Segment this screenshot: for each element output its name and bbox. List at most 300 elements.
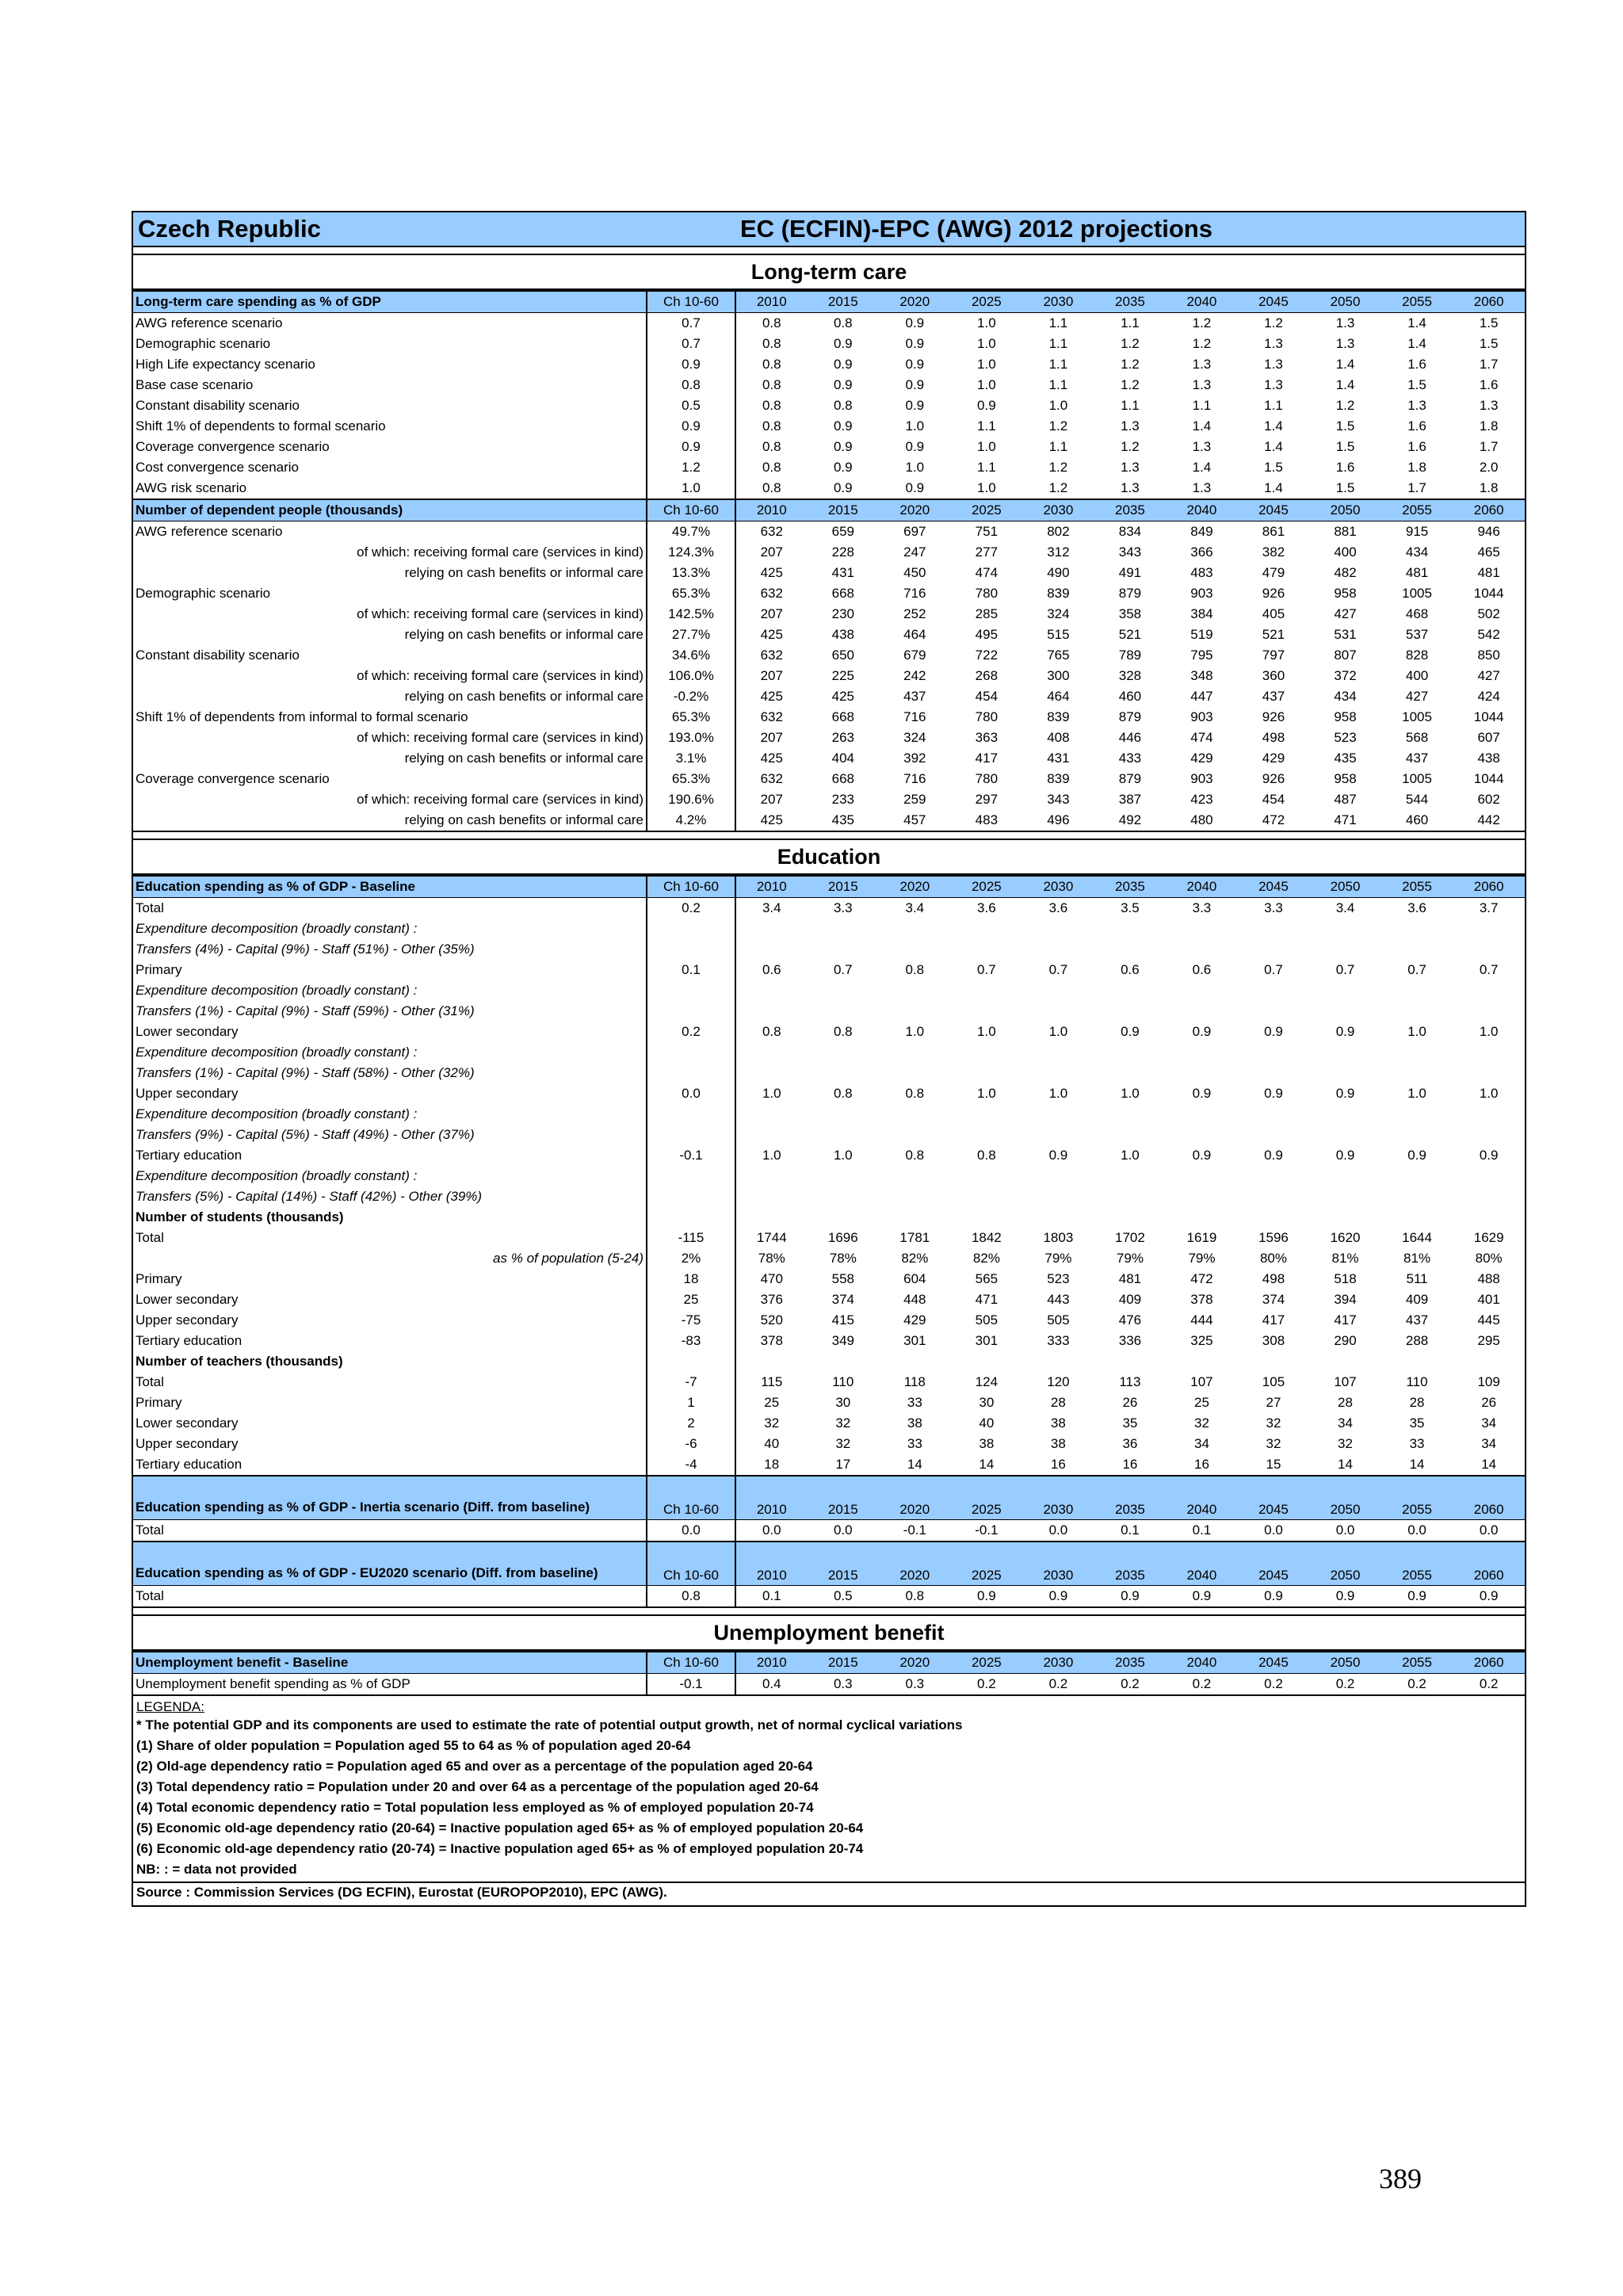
- header-year: 2020: [879, 876, 951, 898]
- row-value: 523: [1334, 730, 1357, 745]
- header-year: 2055: [1381, 291, 1453, 313]
- table-row: [133, 1145, 1525, 1166]
- row-value: [1094, 1042, 1167, 1063]
- row-value: 431: [1047, 751, 1070, 766]
- row-value: 324: [903, 730, 926, 745]
- row-value: 492: [1094, 810, 1167, 831]
- header-year: 2050: [1309, 499, 1381, 521]
- row-value: [951, 1166, 1023, 1186]
- row-change: 0.0: [647, 1083, 735, 1104]
- table-row: [133, 1166, 1525, 1186]
- row-value: 1.8: [1407, 460, 1426, 475]
- row-value: [1022, 1166, 1094, 1186]
- row-value: 1.1: [1121, 315, 1140, 330]
- header-change: Ch 10-60: [647, 876, 735, 898]
- row-value: 659: [831, 524, 854, 539]
- row-value: 722: [975, 648, 999, 663]
- row-value: 1.3: [1264, 357, 1283, 372]
- row-value: 565: [975, 1271, 999, 1286]
- row-change: 49.7%: [647, 521, 735, 543]
- row-value: 79%: [1044, 1251, 1072, 1266]
- row-value: 0.7: [1407, 962, 1426, 977]
- row-value: 27: [1266, 1395, 1281, 1410]
- row-value: 632: [760, 709, 783, 724]
- row-value: 438: [1477, 751, 1500, 766]
- row-value: 425: [760, 751, 783, 766]
- row-value: [1094, 1351, 1167, 1372]
- header-row: [133, 1652, 1525, 1674]
- row-change: 0.5: [647, 395, 735, 416]
- row-value: 33: [907, 1436, 922, 1451]
- row-value: 1.0: [1479, 1024, 1499, 1039]
- row-value: 0.9: [905, 357, 925, 372]
- table-row: [133, 1207, 1525, 1228]
- header-year: 2040: [1166, 876, 1238, 898]
- row-label: relying on cash benefits or informal care: [404, 627, 643, 642]
- row-value: [1309, 980, 1381, 1001]
- row-value: 288: [1405, 1333, 1429, 1348]
- row-value: 207: [760, 668, 783, 683]
- row-label: Tertiary education: [136, 1148, 242, 1163]
- row-value: 360: [1262, 668, 1285, 683]
- row-value: 0.2: [1121, 1676, 1140, 1691]
- row-value: 1644: [1402, 1230, 1432, 1245]
- row-value: 879: [1118, 771, 1142, 786]
- row-value: 333: [1047, 1333, 1070, 1348]
- row-value: 105: [1262, 1374, 1285, 1389]
- source-note: Source : Commission Services (DG ECFIN), Eurostat (EUROPOP2010), EPC (AWG).: [133, 1881, 1525, 1905]
- row-change: 0.9: [647, 437, 735, 457]
- row-value: 958: [1334, 771, 1357, 786]
- row-value: 0.9: [833, 439, 853, 454]
- row-value: 28: [1409, 1395, 1425, 1410]
- row-value: 751: [975, 524, 999, 539]
- country-name: Czech Republic: [138, 215, 321, 243]
- row-value: [1381, 1104, 1453, 1125]
- row-value: 28: [1050, 1395, 1066, 1410]
- row-value: 230: [831, 606, 854, 621]
- row-value: 343: [1118, 544, 1142, 560]
- row-value: [1166, 939, 1238, 960]
- row-value: 1629: [1473, 1230, 1504, 1245]
- header-label: Education spending as % of GDP - Inertia scenario (Diff. from baseline): [133, 1476, 647, 1520]
- row-value: 36: [1122, 1436, 1138, 1451]
- row-value: [1022, 919, 1094, 939]
- row-value: 505: [975, 1312, 999, 1328]
- row-value: 0.9: [833, 460, 853, 475]
- row-value: 946: [1477, 524, 1500, 539]
- row-value: 3.3: [1264, 900, 1283, 915]
- row-value: 1.2: [1121, 439, 1140, 454]
- row-value: 429: [903, 1312, 926, 1328]
- row-value: 434: [1405, 544, 1429, 560]
- row-value: [1094, 1186, 1167, 1207]
- row-value: 0.7: [1048, 962, 1068, 977]
- table-row: [133, 810, 1525, 831]
- row-value: 780: [975, 586, 999, 601]
- table-row: [133, 666, 1525, 686]
- row-value: 568: [1405, 730, 1429, 745]
- table-row: [133, 1083, 1525, 1104]
- table-row: [133, 1331, 1525, 1351]
- table-row: [133, 919, 1525, 939]
- header-year: 2045: [1238, 876, 1310, 898]
- title-bar: [133, 212, 1525, 247]
- row-value: 242: [903, 668, 926, 683]
- row-change: 18: [647, 1269, 735, 1289]
- row-value: 32: [835, 1415, 851, 1431]
- row-value: 107: [1190, 1374, 1213, 1389]
- row-label: Number of teachers (thousands): [136, 1354, 343, 1369]
- row-value: 0.8: [833, 1024, 853, 1039]
- row-value: 490: [1047, 565, 1070, 580]
- header-year: 2015: [808, 499, 880, 521]
- row-label: Unemployment benefit spending as % of GDP: [136, 1676, 411, 1691]
- row-value: 1.3: [1121, 480, 1140, 495]
- row-value: 113: [1119, 1374, 1141, 1389]
- row-value: 521: [1118, 627, 1142, 642]
- header-year: 2010: [735, 1652, 808, 1674]
- header-year: 2020: [879, 291, 951, 313]
- row-value: 0.0: [1264, 1522, 1283, 1538]
- row-change: 193.0%: [647, 728, 735, 748]
- row-value: 32: [1266, 1415, 1281, 1431]
- row-value: [1094, 1166, 1167, 1186]
- row-value: 423: [1190, 792, 1213, 807]
- row-change: 0.7: [647, 313, 735, 334]
- row-label: Total: [136, 1522, 164, 1538]
- row-value: 0.8: [762, 439, 781, 454]
- row-label: Tertiary education: [136, 1457, 242, 1472]
- row-value: 225: [831, 668, 854, 683]
- row-change: -0.1: [647, 1674, 735, 1695]
- row-value: 429: [1190, 751, 1213, 766]
- row-value: 107: [1334, 1374, 1357, 1389]
- row-label: Transfers (9%) - Capital (5%) - Staff (49%) - Other (37%): [136, 1127, 475, 1142]
- row-change: 34.6%: [647, 645, 735, 666]
- row-value: [735, 1001, 808, 1022]
- row-value: 632: [760, 648, 783, 663]
- row-value: [1453, 1063, 1525, 1083]
- row-value: 1.0: [762, 1148, 781, 1163]
- row-label: relying on cash benefits or informal care: [404, 751, 643, 766]
- row-value: 38: [907, 1415, 922, 1431]
- header-row: [133, 499, 1525, 521]
- row-value: 363: [975, 730, 999, 745]
- row-label: Lower secondary: [136, 1292, 239, 1307]
- header-year: 2020: [879, 1541, 951, 1586]
- row-label: Base case scenario: [136, 377, 254, 392]
- row-value: 1.5: [1479, 315, 1499, 330]
- row-value: 25: [1193, 1395, 1209, 1410]
- row-value: 263: [831, 730, 854, 745]
- row-change: 142.5%: [647, 604, 735, 625]
- row-change: [647, 1104, 735, 1125]
- header-year: 2010: [735, 876, 808, 898]
- row-value: 958: [1334, 709, 1357, 724]
- row-value: 0.7: [1479, 962, 1499, 977]
- row-change: [647, 1042, 735, 1063]
- row-value: 28: [1338, 1395, 1353, 1410]
- table-row: [133, 625, 1525, 645]
- legend-line: (6) Economic old-age dependency ratio (20-74) = Inactive population aged 65+ as % of employed population 20-74: [136, 1841, 864, 1856]
- row-value: 903: [1190, 771, 1213, 786]
- row-value: [808, 1207, 880, 1228]
- header-year: 2030: [1022, 499, 1094, 521]
- row-value: 431: [831, 565, 854, 580]
- row-value: [879, 1125, 951, 1145]
- row-value: 16: [1050, 1457, 1066, 1472]
- row-value: 716: [903, 709, 926, 724]
- table-row: [133, 395, 1525, 416]
- row-value: 0.9: [905, 336, 925, 351]
- header-year: 2025: [951, 499, 1023, 521]
- row-value: 1.6: [1335, 460, 1355, 475]
- row-value: 374: [831, 1292, 854, 1307]
- row-value: 115: [761, 1374, 783, 1389]
- row-change: 1: [647, 1392, 735, 1413]
- legend: [133, 1694, 1525, 1881]
- row-change: 27.7%: [647, 625, 735, 645]
- row-value: 3.7: [1479, 900, 1499, 915]
- row-value: 454: [1262, 792, 1285, 807]
- row-value: 207: [760, 792, 783, 807]
- row-value: [1453, 1042, 1525, 1063]
- row-label: Cost convergence scenario: [136, 460, 300, 475]
- row-value: [879, 1063, 951, 1083]
- row-value: [1453, 1104, 1525, 1125]
- table-row: [133, 478, 1525, 499]
- row-value: 372: [1334, 668, 1357, 683]
- row-value: 464: [1047, 689, 1070, 704]
- row-value: 1.4: [1264, 480, 1283, 495]
- row-value: 1.3: [1192, 377, 1212, 392]
- row-value: [1381, 980, 1453, 1001]
- row-value: [1309, 919, 1381, 939]
- row-value: 0.2: [1479, 1676, 1499, 1691]
- row-value: 903: [1190, 709, 1213, 724]
- row-label: relying on cash benefits or informal care: [404, 565, 643, 580]
- header-label: Education spending as % of GDP - EU2020 scenario (Diff. from baseline): [133, 1541, 647, 1586]
- row-value: 1.4: [1335, 377, 1355, 392]
- row-value: 1044: [1473, 709, 1504, 724]
- row-value: 427: [1477, 668, 1500, 683]
- row-value: 679: [903, 648, 926, 663]
- row-value: 1596: [1258, 1230, 1289, 1245]
- row-value: 1.2: [1121, 377, 1140, 392]
- row-value: [1166, 1042, 1238, 1063]
- row-value: [1022, 1125, 1094, 1145]
- row-value: 34: [1193, 1436, 1209, 1451]
- row-value: 476: [1118, 1312, 1142, 1328]
- row-value: 518: [1334, 1271, 1357, 1286]
- row-value: 120: [1047, 1374, 1070, 1389]
- legend-line: (3) Total dependency ratio = Population under 20 and over 64 as a percentage of the population aged 20-64: [136, 1779, 819, 1794]
- row-value: 0.9: [905, 398, 925, 413]
- row-change: 2: [647, 1413, 735, 1434]
- row-value: 0.9: [1453, 1586, 1525, 1608]
- header-year: 2035: [1094, 1476, 1167, 1520]
- row-label: Primary: [136, 1395, 182, 1410]
- row-value: 0.2: [1192, 1676, 1212, 1691]
- row-label: Coverage convergence scenario: [136, 439, 330, 454]
- row-value: 1.4: [1264, 439, 1283, 454]
- row-value: 839: [1047, 586, 1070, 601]
- row-value: [1094, 919, 1167, 939]
- row-value: [1238, 939, 1310, 960]
- row-value: [1022, 1063, 1094, 1083]
- row-value: 789: [1118, 648, 1142, 663]
- row-value: [1166, 1001, 1238, 1022]
- row-value: 839: [1047, 709, 1070, 724]
- header-year: 2030: [1022, 876, 1094, 898]
- header-year: 2050: [1309, 1476, 1381, 1520]
- row-value: 471: [1309, 810, 1381, 831]
- row-value: [1022, 1207, 1094, 1228]
- row-value: 1005: [1402, 771, 1432, 786]
- legend-lines: [136, 1715, 1522, 1880]
- row-value: 958: [1334, 586, 1357, 601]
- section-title-ltc: Long-term care: [133, 255, 1525, 290]
- row-value: [1022, 1042, 1094, 1063]
- header-year: 2025: [951, 876, 1023, 898]
- row-value: 1.5: [1264, 460, 1283, 475]
- row-value: 474: [1190, 730, 1213, 745]
- row-value: [951, 1351, 1023, 1372]
- row-value: 14: [979, 1457, 995, 1472]
- legend-line: NB: : = data not provided: [136, 1862, 297, 1877]
- row-value: 40: [979, 1415, 995, 1431]
- row-change: -0.2%: [647, 686, 735, 707]
- spacer: [133, 832, 1525, 840]
- row-value: [1309, 1351, 1381, 1372]
- row-value: [1022, 1186, 1094, 1207]
- row-value: 207: [760, 606, 783, 621]
- row-value: 1.5: [1335, 480, 1355, 495]
- row-value: 470: [760, 1271, 783, 1286]
- table-row: [133, 1001, 1525, 1022]
- row-value: 32: [835, 1436, 851, 1451]
- row-value: 632: [760, 524, 783, 539]
- row-value: [1309, 1001, 1381, 1022]
- row-value: 1.8: [1479, 480, 1499, 495]
- row-value: [951, 1063, 1023, 1083]
- table-row: [133, 375, 1525, 395]
- row-value: 502: [1477, 606, 1500, 621]
- row-value: 435: [808, 810, 880, 831]
- row-change: 0.7: [647, 334, 735, 354]
- row-value: 0.9: [833, 377, 853, 392]
- row-value: 797: [1262, 648, 1285, 663]
- row-value: 0.9: [1192, 1148, 1212, 1163]
- row-value: 0.0: [1335, 1522, 1355, 1538]
- row-value: 417: [1262, 1312, 1285, 1328]
- legend-title: LEGENDA:: [136, 1699, 204, 1714]
- row-value: 81%: [1331, 1251, 1359, 1266]
- row-value: [879, 939, 951, 960]
- row-value: 491: [1118, 565, 1142, 580]
- header-year: 2055: [1381, 1476, 1453, 1520]
- row-value: [1453, 1351, 1525, 1372]
- row-value: [1022, 980, 1094, 1001]
- legend-line: (5) Economic old-age dependency ratio (20-64) = Inactive population aged 65+ as % of employed population 20-64: [136, 1820, 864, 1836]
- row-change: 25: [647, 1289, 735, 1310]
- row-label: relying on cash benefits or informal care: [404, 689, 643, 704]
- row-value: 0.8: [762, 315, 781, 330]
- row-value: 384: [1190, 606, 1213, 621]
- header-year: 2015: [808, 291, 880, 313]
- row-value: [879, 980, 951, 1001]
- row-value: 0.9: [1335, 1086, 1355, 1101]
- header-change: Ch 10-60: [647, 1652, 735, 1674]
- row-value: 79%: [1116, 1251, 1144, 1266]
- table-row: [133, 1289, 1525, 1310]
- row-value: 1.5: [1479, 336, 1499, 351]
- row-value: 0.8: [833, 1086, 853, 1101]
- row-value: 1.7: [1407, 480, 1426, 495]
- row-value: 498: [1262, 730, 1285, 745]
- row-label: Upper secondary: [136, 1086, 239, 1101]
- row-value: 0.2: [1048, 1676, 1068, 1691]
- header-year: 2025: [951, 1476, 1023, 1520]
- header-year: 2030: [1022, 1652, 1094, 1674]
- row-change: [647, 939, 735, 960]
- row-value: 0.9: [1022, 1586, 1094, 1608]
- row-value: 0.0: [762, 1522, 781, 1538]
- row-label: Demographic scenario: [136, 586, 271, 601]
- row-value: 0.9: [1121, 1024, 1140, 1039]
- row-value: 429: [1262, 751, 1285, 766]
- row-value: 18: [764, 1457, 780, 1472]
- row-value: 1.0: [977, 439, 996, 454]
- row-value: [1381, 1063, 1453, 1083]
- row-value: 417: [975, 751, 999, 766]
- row-value: 382: [1262, 544, 1285, 560]
- row-change: 0.1: [647, 960, 735, 980]
- row-value: 3.6: [1407, 900, 1426, 915]
- row-value: 465: [1477, 544, 1500, 560]
- table-row: [133, 1351, 1525, 1372]
- row-value: 1.2: [1264, 315, 1283, 330]
- row-value: 1.3: [1407, 398, 1426, 413]
- row-label: AWG reference scenario: [136, 315, 283, 330]
- row-value: [1238, 1207, 1310, 1228]
- table-row: [133, 1434, 1525, 1454]
- row-value: [1238, 980, 1310, 1001]
- table-row: [133, 1125, 1525, 1145]
- row-value: [1238, 1351, 1310, 1372]
- row-value: 325: [1190, 1333, 1213, 1348]
- row-value: [735, 1104, 808, 1125]
- row-change: 3.1%: [647, 748, 735, 769]
- header-year: 2035: [1094, 876, 1167, 898]
- row-value: 0.8: [762, 1024, 781, 1039]
- row-value: 0.8: [762, 398, 781, 413]
- row-value: 1.1: [1264, 398, 1283, 413]
- row-value: [879, 1001, 951, 1022]
- row-change: [647, 1063, 735, 1083]
- header-label: Education spending as % of GDP - Baseline: [133, 876, 647, 898]
- row-change: 65.3%: [647, 769, 735, 789]
- row-value: 481: [1405, 565, 1429, 580]
- row-value: 358: [1118, 606, 1142, 621]
- row-value: 849: [1190, 524, 1213, 539]
- row-value: [1166, 1125, 1238, 1145]
- row-value: [1094, 1063, 1167, 1083]
- row-value: 38: [979, 1436, 995, 1451]
- row-value: 1.3: [1192, 439, 1212, 454]
- row-value: 472: [1190, 1271, 1213, 1286]
